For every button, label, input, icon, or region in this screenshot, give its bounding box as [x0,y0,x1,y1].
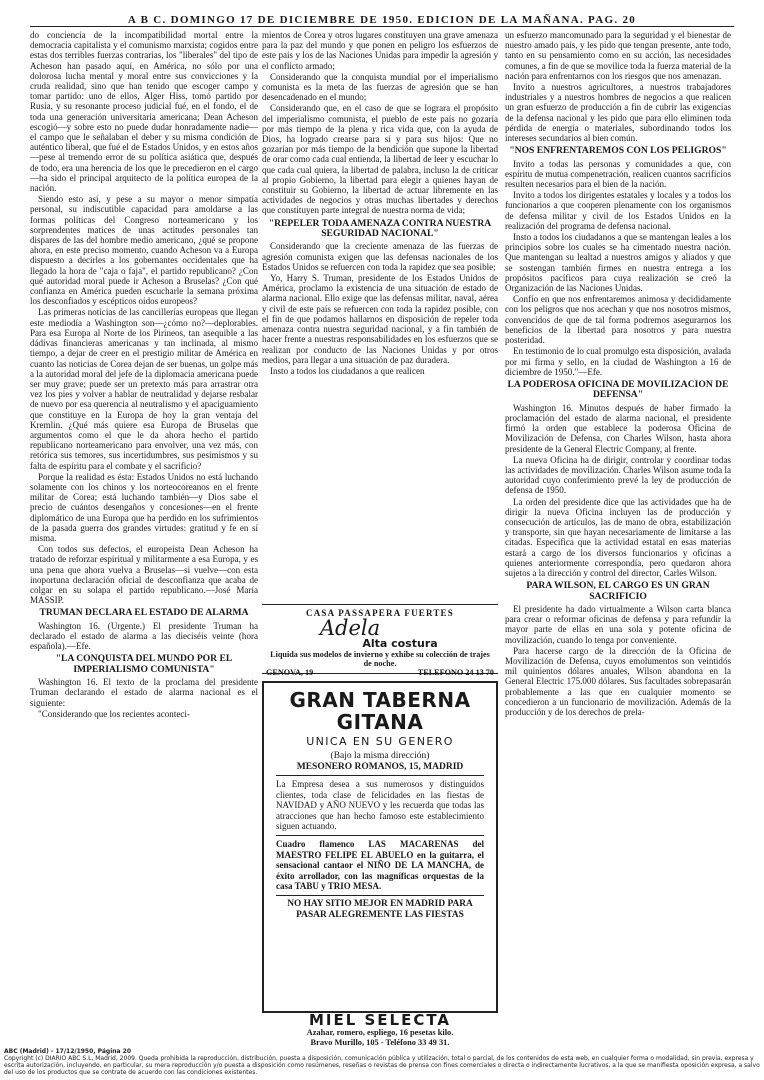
paragraph: "Considerando que los recientes aconteci- [38,708,190,719]
paragraph: Washington 16. El texto de la proclama del presidente Truman declarando el estado de alarma nacional es el siguiente: [30,677,258,708]
paragraph: Invito a todos los dirigentes estatales y locales y a todos los funcionarios a que cooperen plenamente con los organismos de defensa militar y civil de los Estados Unidos en la realización del programa de defensa nacional. [505,190,731,231]
paragraph: Invito a nuestros agricultores, a nuestros trabajadores industriales y a nuestros hombres de negocios a que realicen un gran esfuerzo de producción a fin de cubrir las exigencias de la defensa nacional y les pido que para ello eliminen toda pérdida de energía o materiales, subordinando todos los intereses secundarios al bien común. [505,82,731,144]
paragraph: Considerando que la conquista mundial por el imperialismo comunista es la meta de las fuerzas de agresión que se han desencadenado en el mundo; [262,71,498,103]
paragraph: En testimonio de lo cual promulgo esta disposición, avalada por mi firma y sello, en la ciudad de Washington a 16 de diciembre de 1950."—Efe. [505,346,731,377]
ad-contact-row [262,668,498,677]
ad-body-artists: Cuadro flamenco LAS MACARENAS del MAESTRO FELIPE EL ABUELO en la guitarra, el sensacional cantaor el NIÑO DE LA MANCHA, de éxito arrollador, con las magníficas orquestas de la casa TABU y TRIO MESA. [276,838,484,892]
section-heading: "NOS ENFRENTAREMOS CON LOS PELIGROS" [509,145,727,157]
section-heading: PARA WILSON, EL CARGO ES UN GRAN SACRIFICIO [526,580,710,602]
ad-address: MESONERO ROMANOS, 15, MADRID [296,762,464,772]
footer-source: ABC (Madrid) - 17/12/1950, Página 20 [4,1048,132,1055]
ad-line: Bravo Murillo, 105 - Teléfono 33 49 31. [310,1037,450,1047]
paragraph: Invito a todas las personas y comunidades a que, con espíritu de mutua compenetración, realicen cuantos sacrificios resulten necesarios para el bien de la nación. [505,158,731,190]
ad-slogan: Alta costura [362,637,438,650]
paragraph: Para hacerse cargo de la dirección de la Oficina de Movilización de Defensa, cuyos emolumentos son veintidós mil quinientos dólares anuales, Wilson abandona en la General Electric 175.000 dólares. Sus facultades sobrepasarán probablemente a las que en cualquier momento se concedieron a un funcionario de movilización. Además de la producción y de los derechos de prela- [505,645,731,718]
ad-direction-note: (Bajo la misma dirección) [330,751,430,761]
column-1 [30,30,258,1033]
ad-body-greeting: La Empresa desea a sus numerosos y distinguidos clientes, toda clase de felicidades en las fiestas de NAVIDAD y AÑO NUEVO y les recuerda que todas las atracciones que han hecho famoso este establecimiento siguen actuando. [276,779,484,832]
section-heading: "LA CONQUISTA DEL MUNDO POR EL IMPERIALISMO COMUNISTA" [55,653,233,675]
ad-title: GRAN TABERNA GITANA [289,688,471,734]
paragraph: El presidente ha dado virtualmente a Wilson carta blanca para crear o reformar oficinas de defensa y para refundir la mayor parte de ellas en una sola y potente oficina de movilización, cuando lo tenga por conveniente. [505,603,731,645]
ad-phone: TELEFONO 24 13 70 [417,668,494,677]
paragraph: Washington 16. (Urgente.) El presidente Truman ha declarado el estado de alarma a las dieciséis veinte (hora española).—Efe. [30,620,258,652]
ad-company-name: CASA PASSAPERA FUERTES [306,608,454,618]
paragraph: Con todos sus defectos, el europeísta Dean Acheson ha tratado de reforzar espiritual y militarmente a esa Europa, y es una pena que ahora vuelva a Bruselas—si vuelve—con esta inoportuna declaración oficial de desconfianza que acaba de colgar en su solapa el partido republicano.—José María MASSIP. [30,544,258,606]
advertisement-passapera [262,604,498,677]
header-text: A B C. DOMINGO 17 DE DICIEMBRE DE 1950. EDICION DE LA MAÑANA. PAG. 20 [127,14,637,26]
column-2 [262,30,498,602]
paragraph: Las primeras noticias de las cancillerías europeas que llegan este mediodía a Washington son—¿cómo no?—deplorables. Para esa Europa al Norte de los Pirineos, tan asequible a las dádivas financieras americanas y tan inclinada, al mismo tiempo, a dejar de creer en el prestigio militar de América en cuanto las noticias de Corea dejan de ser buenas, un golpe más a la autoridad moral del jefe de la diplomacia americana puede ser muy grave; puede ser un pretexto más para arrastrar otra vez los pies y volver a hablar de neutralidad y dejarse resbalar de nuevo por esa querencia al neutralismo y el apaciguamiento que constituye en la Europa de hoy la gran ventaja del Kremlin. ¿Qué más quiere esa Europa de Bruselas que argumentos como el que le da ahora hecho el partido republicano norteamericano para envolver, una vez más, con retórica sus temores, sus incertidumbres, sus pesimismos y su falta de espíritu para el combate y el sacrificio? [30,307,258,471]
paragraph: Yo, Harry S. Truman, presidente de los Estados Unidos de América, proclamo la existencia de una situación de estado de alarma nacional. Ello exige que las defensas militar, naval, aérea y civil de este país se refuercen con toda la rapidez posible, con el fin de que podamos hallarnos en disposición de repeler toda amenaza contra nuestra seguridad nacional, y a fin también de hacer frente a nuestras responsabilidades en los esfuerzos que se realizan por conducto de las Naciones Unidas y por otros medios, para llegar a una situación de paz duradera. [262,273,498,365]
divider [276,895,484,896]
section-heading: LA PODEROSA OFICINA DE MOVILIZACION DE DEFENSA" [507,378,729,401]
copyright-footer [4,1048,760,1076]
paragraph: Insto a todos los ciudadanos a que se mantengan leales a los principios sobre los cuales se ha cimentado nuestra nación. Que mantengan su lealtad a nuestros amigos y aliados y que se sostengan también firmes en nuestra entrega a los propósitos pacíficos para cuya realización se creó la Organización de las Naciones Unidas. [505,232,731,294]
section-heading: TRUMAN DECLARA EL ESTADO DE ALARMA [39,607,249,619]
ad-address: GENOVA, 19 [266,668,314,677]
divider [276,835,484,836]
advertisement-miel [262,1012,498,1048]
ad-line: Azahar, romero, espliego, 16 pesetas kilo. [306,1028,454,1037]
paragraph: La nueva Oficina ha de dirigir, controlar y coordinar todas las actividades de movilización. Charles Wilson asume toda la autoridad cuyo conferimiento prevé la ley de producción de defensa de 1950. [505,454,731,496]
footer-copyright: Copyright (c) DIARIO ABC S.L, Madrid, 2009. Queda prohibida la reproducción, distribución, puesta a disposición, comunicación pública y utilización, total o parcial, de los contenidos de esta web, en cualquier forma o modalidad, sin previa, expresa y escrita autorización, incluyendo, en particular, su mera reproducción y/o puesta a disposición como resúmenes, reseñas o revistas de prensa con fines comerciales o directa o indirectamente lucrativos, a la que se manifiesta oposición expresa, a salvo del uso de los productos que se contrate de acuerdo con las condiciones existentes. [4,1055,760,1076]
paragraph: Insto a todos los ciudadanos a que realicen [270,365,425,376]
paragraph: un esfuerzo mancomunado para la seguridad y el bienestar de nuestro amado país, y les pido que tengan presente, ante todo, tanto en su pensamiento como en su acción, las necesidades comunes, a fin de que se movilice toda la fuerza material de la nación para enfrentarnos con los riesgos que nos amenazan. [505,30,731,81]
paragraph: Porque la realidad es ésta: Estados Unidos no está luchando solamente con los chinos y los norteocoreanos en el frente militar de Corea; está luchando también—y Dios sabe el precio de cuántos desengaños y concesiones—en el frente diplomático de una Europa que ha perdido en los sufrimientos de la pasada guerra dos grandes virtudes: gratitud y fe en sí misma. [30,471,258,543]
ad-description: Liquida sus modelos de invierno y exhibe su colección de trajes de noche. [270,650,490,668]
paragraph: mientos de Corea y otros lugares constituyen una grave amenaza para la paz del mundo y que ponen en peligro los esfuerzos de este país y los de las Naciones Unidas para impedir la agresión y el conflicto armado; [262,30,498,71]
ad-brand-signature: Adela [319,616,381,640]
ad-title: MIEL SELECTA [308,1011,452,1029]
paragraph: Confío en que nos enfrentaremos animosa y decididamente con los peligros que nos acechan y que nos nosotros mismos, convencidos de que de tal forma podremos asegurarnos los beneficios de la libertad para nosotros y para nuestra posteridad. [505,294,731,346]
advertisement-taberna [262,681,498,1013]
paragraph: do conciencia de la incompatibilidad mortal entre la democracia capitalista y el comunismo marxista; cogidos entre estas dos terribles fuerzas contrarias, los "liberales" del tipo de Acheson han pasado aquí, en América, no sólo por una dolorosa lucha mental y moral entre sus convicciones y la cruda realidad, sino que han tenido que escoger campo y tomar partido: uno de ellos, Alger Hiss, tomó partido por Rusia, y su resonante proceso judicial fué, en el fondo, el de toda una generación universitaria americana; Dean Acheson escogió—y sobre esto no puede dudar honradamente nadie—el campo que le señalaban el deber y su misma condición de auténtico liberal, que fué el de Estados Unidos, y en estos años—pese al tremendo error de su política asiática que, después de todo, era una herencia de los que le precedieron en el cargo—ha sido el principal arquitecto de la política europea de la nación. [30,30,258,194]
paragraph: Considerando que la creciente amenaza de las fuerzas de agresión comunista exigen que las defensas nacionales de los Estados Unidos se refuercen con toda la rapidez que sea posible; [262,241,498,272]
column-3 [505,30,731,1033]
paragraph: Considerando que, en el caso de que se lograra el propósito del imperialismo comunista, el pueblo de este país no gozaría por más tiempo de la plena y rica vida que, con la ayuda de Dios, ha logrado crearse para sí y para sus hijos: Que no gozarían por más tiempo de la bendición que supone la libertad de orar como cada cual entienda, la libertad de leer y escuchar lo que cada cual quiera, la libertad de palabra, incluso la de criticar al propio Gobierno, la libertad para elegir a quienes hayan de constituir su Gobierno, la libertad de actuar libremente en las actividades de negocios y otras muchas libertades y derechos que constituyen parte integral de nuestra norma de vida; [262,103,498,216]
paragraph: Washington 16. Minutos después de haber firmado la proclamación del estado de alarma nacional, el presidente firmó la orden que establece la poderosa Oficina de Movilización de Defensa, con Charles Wilson, hasta ahora presidente de la General Electric Company, al frente. [505,402,731,454]
paragraph: La orden del presidente dice que las actividades que ha de dirigir la nueva Oficina incluyen las de producción y consecución de artículos, las de mano de obra, estabilización y transporte, sin que hayan necesariamente de limitarse a las citadas. Especifica que la actividad estatal en esas materias estará a cargo de los diversos funcionarios y oficinas a quienes anteriormente correspondía, pero quedaron ahora sujetos a la dirección y control del director, Carles Wilson. [505,496,731,578]
ad-body-closing: NO HAY SITIO MEJOR EN MADRID PARA PASAR ALEGREMENTE LAS FIESTAS [287,898,473,920]
divider [276,775,484,776]
section-heading: "REPELER TODA AMENAZA CONTRA NUESTRA SEGURIDAD NACIONAL" [268,217,492,240]
paragraph: Siendo esto así, y pese a su mayor o menor simpatía personal, su indiscutible capacidad para amoldarse a las formas políticas del Congreso norteamericano y los sorprendentes matices de unas actitudes personales tan dispares de las del hombre medio americano, ¿qué se propone ahora, en este preciso momento, cuando Acheson va a Europa dispuesto a decirles a los gobernantes occidentales que ha llegado la hora de "caja o faja", el partido republicano? ¿Con qué autoridad moral puede ir Acheson a Bruselas? ¿Con qué confianza en América pueden escucharle la semana próxima los desconfiados y escépticos oídos europeos? [30,194,258,307]
page-header [30,6,734,27]
ad-subtitle: UNICA EN SU GENERO [306,735,454,748]
